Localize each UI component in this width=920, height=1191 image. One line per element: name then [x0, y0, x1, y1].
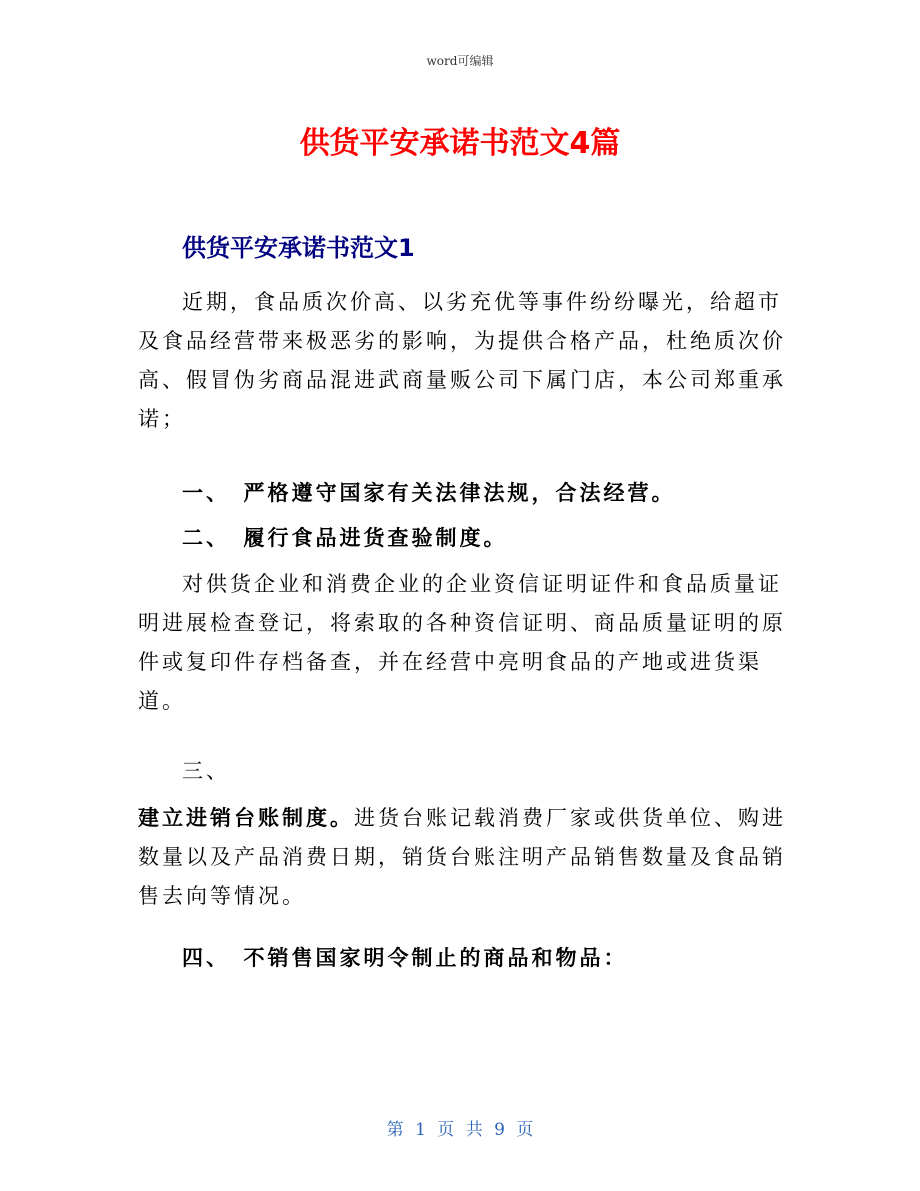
document-title: 供货平安承诺书范文4篇	[299, 126, 621, 161]
section-title: 供货平安承诺书范文1	[182, 234, 415, 262]
item-4-heading: 四、 不销售国家明令制止的商品和物品：	[182, 945, 628, 970]
item-3-label: 三、	[182, 759, 230, 783]
intro-paragraph: 近期，食品质次价高、以劣充优等事件纷纷曝光，给超市及食品经营带来极恶劣的影响，为提供合格产品，杜绝质次价高、假冒伪劣商品混进武商量贩公司下属门店，本公司郑重承诺；	[138, 290, 786, 431]
item-1-heading: 一、 严格遵守国家有关法律法规，合法经营。	[182, 480, 676, 505]
item-2-heading: 二、 履行食品进货查验制度。	[182, 525, 508, 550]
item-3-paragraph	[138, 798, 788, 916]
page-number-footer: 第 1 页 共 9 页	[386, 1120, 534, 1140]
page-header: word可编辑	[426, 54, 494, 68]
item-3-heading: 建立进销台账制度。	[138, 805, 354, 830]
item-2-paragraph: 对供货企业和消费企业的企业资信证明证件和食品质量证明进展检查登记，将索取的各种资信证明、商品质量证明的原件或复印件存档备查，并在经营中亮明食品的产地或进货渠道。	[138, 572, 786, 713]
item-3-body: 进货台账记载消费厂家或供货单位、购进数量以及产品消费日期，销货台账注明产品销售数量及食品销售去向等情况。	[138, 806, 786, 908]
